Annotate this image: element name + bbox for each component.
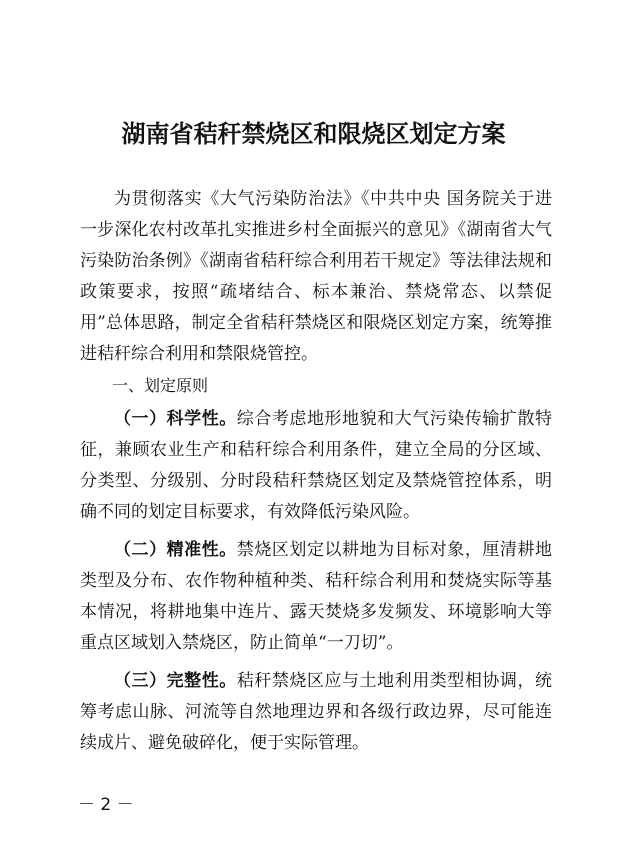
principle-2-lead: （二）精准性。 (114, 540, 237, 560)
principle-3-paragraph (80, 666, 552, 759)
principle-3-block (80, 666, 552, 759)
principle-2-paragraph (80, 535, 552, 659)
document-title: 湖南省秸秆禁烧区和限烧区划定方案 (121, 119, 506, 148)
principle-2-text: 禁烧区划定以耕地为目标对象，厘清耕地类型及分布、农作物种植种类、秸秆综合利用和焚烧实际等基本情况，将耕地集中连片、露天焚烧多发频发、环境影响大等重点区域划入禁烧区，防止简单“一刀切”。 (80, 540, 553, 653)
intro-paragraph: 为贯彻落实《大气污染防治法》《中共中央 国务院关于进一步深化农村改革扎实推进乡村全面振兴的意见》《湖南省大气污染防治条例》《湖南省秸秆综合利用若干规定》等法律法规和政策要求，按照“疏堵结合、标本兼治、禁烧常态、以禁促用”总体思路，制定全省秸秆禁烧区和限烧区划定方案，统筹推进秸秆综合利用和禁限烧管控。 (80, 189, 552, 364)
page-number: － 2 － (78, 795, 134, 815)
principle-1-lead: （一）科学性。 (114, 409, 237, 429)
principle-2-block (80, 535, 552, 659)
intro-paragraph-block (80, 184, 552, 370)
principle-1-block (80, 404, 552, 528)
principle-3-text: 秸秆禁烧区应与土地利用类型相协调，统筹考虑山脉、河流等自然地理边界和各级行政边界，尽可能连续成片、避免破碎化，便于实际管理。 (80, 671, 553, 753)
section-heading: 一、划定原则 (112, 376, 209, 395)
principle-3-lead: （三）完整性。 (114, 671, 237, 691)
section-heading-block (80, 370, 552, 401)
principle-1-text: 综合考虑地形地貌和大气污染传输扩散特征，兼顾农业生产和秸秆综合利用条件，建立全局的分区域、分类型、分级别、分时段秸秆禁烧区划定及禁烧管控体系，明确不同的划定目标要求，有效降低污染风险。 (80, 409, 553, 522)
principle-1-paragraph (80, 404, 552, 528)
